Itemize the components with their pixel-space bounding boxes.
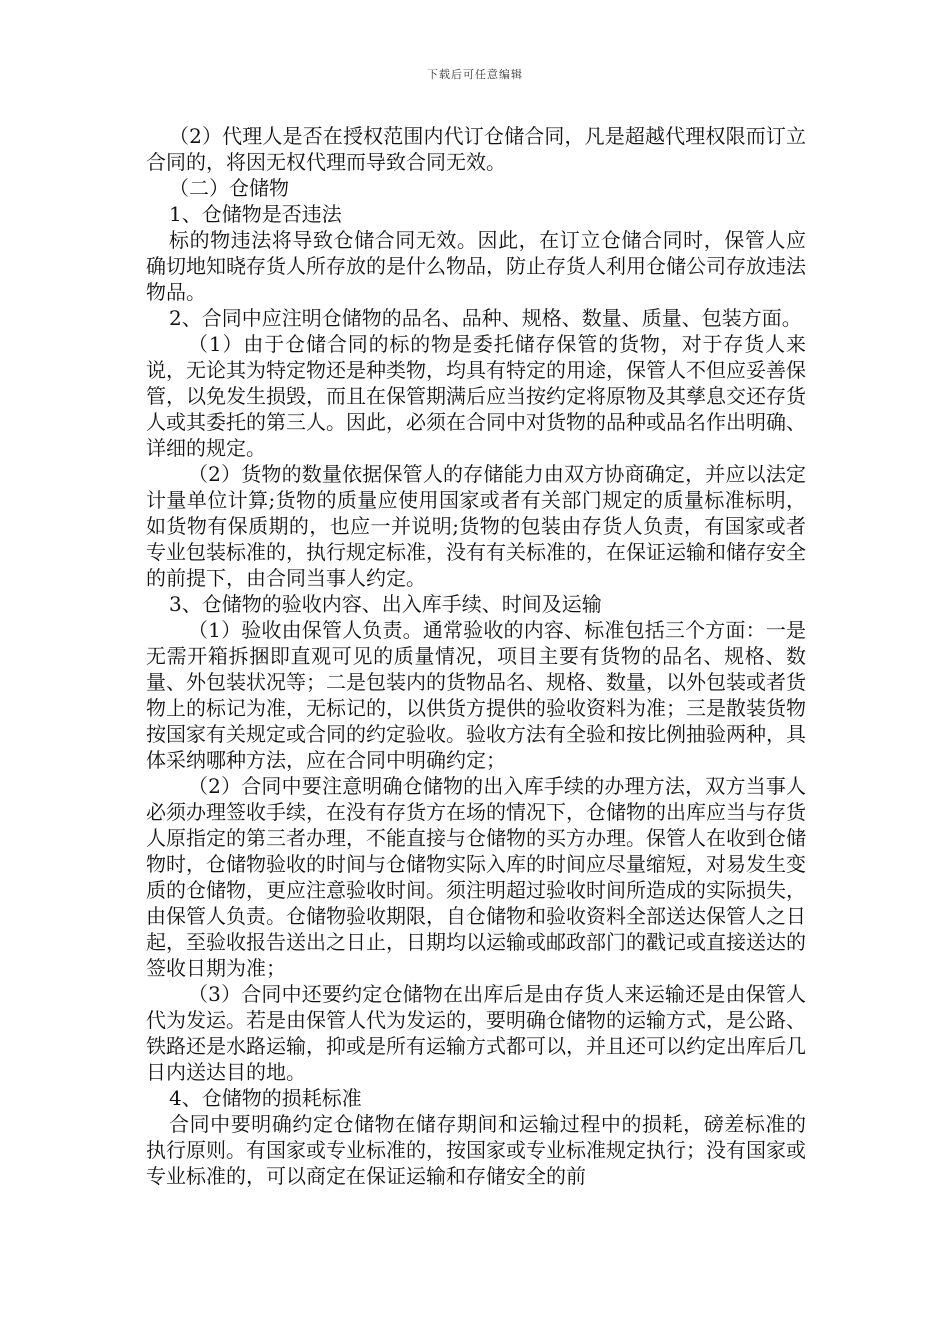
page-header: 下载后可任意编辑 <box>427 68 523 81</box>
document-body <box>146 123 806 1189</box>
paragraph: 合同中要明确约定仓储物在储存期间和运输过程中的损耗，磅差标准的执行原则。有国家或专业标准的，按国家或专业标准规定执行；没有国家或专业标准的，可以商定在保证运输和存储安全的前 <box>146 1112 806 1188</box>
subsection-heading: 3、仓储物的验收内容、出入库手续、时间及运输 <box>169 592 602 616</box>
paragraph: （2）代理人是否在授权范围内代订仓储合同，凡是超越代理权限而订立合同的，将因无权代理而导致合同无效。 <box>146 124 806 174</box>
paragraph: （1）验收由保管人负责。通常验收的内容、标准包括三个方面：一是无需开箱拆捆即直观可见的质量情况，项目主要有货物的品名、规格、数量、外包装状况等；二是包装内的货物品名、规格、数量，以外包装或者货物上的标记为准，无标记的，以供货方提供的验收资料为准；三是散装货物按国家有关规定或合同的约定验收。验收方法有全验和按比例抽验两种，具体采纳哪种方法，应在合同中明确约定； <box>146 618 806 772</box>
paragraph: （3）合同中还要约定仓储物在出库后是由存货人来运输还是由保管人代为发运。若是由保管人代为发运的，要明确仓储物的运输方式，是公路、铁路还是水路运输，抑或是所有运输方式都可以，并且还可以约定出库后几日内送达目的地。 <box>146 982 806 1084</box>
subsection-heading: 4、仓储物的损耗标准 <box>169 1086 362 1110</box>
paragraph: （2）货物的数量依据保管人的存储能力由双方协商确定，并应以法定计量单位计算;货物的质量应使用国家或者有关部门规定的质量标准标明，如货物有保质期的，也应一并说明;货物的包装由存货人负责，有国家或者专业包装标准的，执行规定标准，没有有关标准的，在保证运输和储存安全的前提下，由合同当事人约定。 <box>146 462 806 590</box>
paragraph: （1）由于仓储合同的标的物是委托储存保管的货物，对于存货人来说，无论其为特定物还是种类物，均具有特定的用途，保管人不但应妥善保管，以免发生损毁，而且在保管期满后应当按约定将原物及其孳息交还存货人或其委托的第三人。因此，必须在合同中对货物的品种或品名作出明确、详细的规定。 <box>146 332 806 460</box>
subsection-heading: 1、仓储物是否违法 <box>169 202 342 226</box>
subsection-heading: 2、合同中应注明仓储物的品名、品种、规格、数量、质量、包装方面。 <box>169 306 802 330</box>
paragraph: 标的物违法将导致仓储合同无效。因此，在订立仓储合同时，保管人应确切地知晓存货人所存放的是什么物品，防止存货人利用仓储公司存放违法物品。 <box>146 228 806 304</box>
paragraph: （2）合同中要注意明确仓储物的出入库手续的办理方法，双方当事人必须办理签收手续，在没有存货方在场的情况下，仓储物的出库应当与存货人原指定的第三者办理，不能直接与仓储物的买方办理。保管人在收到仓储物时，仓储物验收的时间与仓储物实际入库的时间应尽量缩短，对易发生变质的仓储物，更应注意验收时间。须注明超过验收时间所造成的实际损失，由保管人负责。仓储物验收期限，自仓储物和验收资料全部送达保管人之日起，至验收报告送出之日止，日期均以运输或邮政部门的戳记或直接送达的签收日期为准； <box>146 774 806 980</box>
section-heading: （二）仓储物 <box>169 176 289 200</box>
